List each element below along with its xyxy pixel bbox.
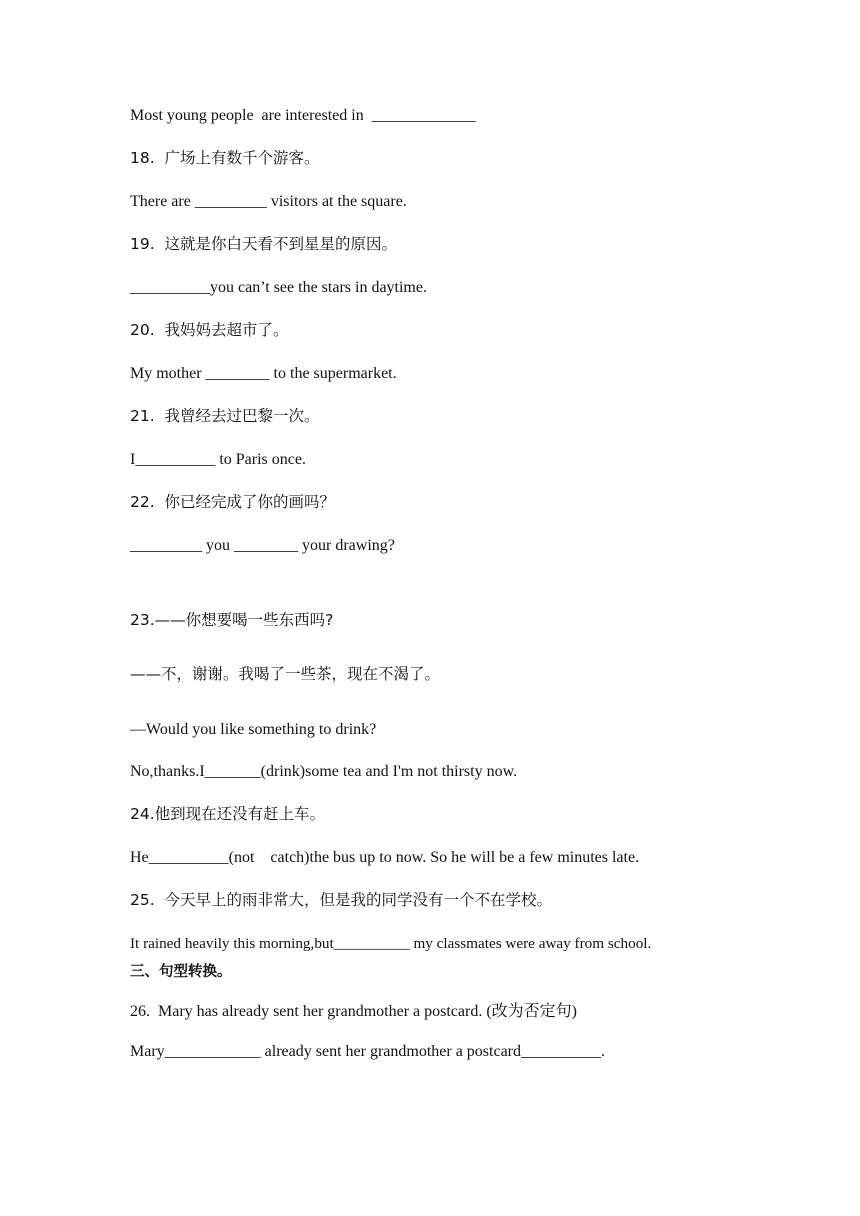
section-heading: 三、句型转换。 (130, 964, 232, 980)
q18-answer-line: There are _________ visitors at the square. (130, 193, 407, 210)
q25-answer-line: It rained heavily this morning,but__________ my classmates were away from school. (130, 935, 652, 952)
q22-prompt: 22. 你已经完成了你的画吗？ (130, 493, 336, 511)
q23-prompt-question: 23.——你想要喝一些东西吗? (130, 611, 334, 629)
q19-answer-line: __________you can’t see the stars in daytime. (130, 279, 427, 296)
q18-prompt: 18. 广场上有数千个游客。 (130, 149, 320, 167)
q25-prompt: 25. 今天早上的雨非常大，但是我的同学没有一个不在学校。 (130, 891, 553, 909)
q20-prompt: 20. 我妈妈去超市了。 (130, 321, 289, 339)
q21-prompt: 21. 我曾经去过巴黎一次。 (130, 407, 320, 425)
q21-answer-line: I__________ to Paris once. (130, 451, 306, 468)
q26-prompt: 26. Mary has already sent her grandmother a postcard. (改为否定句) (130, 1003, 577, 1020)
q24-answer-line: He__________(not catch)the bus up to now. So he will be a few minutes late. (130, 849, 640, 866)
q19-prompt: 19. 这就是你白天看不到星星的原因。 (130, 235, 398, 253)
q17-answer-line: Most young people are interested in _____________ (130, 107, 476, 124)
q22-answer-line: _________ you ________ your drawing? (130, 537, 395, 554)
q23-english-question: —Would you like something to drink? (130, 721, 377, 738)
q26-answer-line: Mary____________ already sent her grandmother a postcard__________. (130, 1043, 605, 1060)
q23-prompt-reply: ——不，谢谢。我喝了一些茶，现在不渴了。 (130, 665, 441, 683)
q20-answer-line: My mother ________ to the supermarket. (130, 365, 397, 382)
q24-prompt: 24.他到现在还没有赶上车。 (130, 805, 326, 823)
q23-answer-line: No,thanks.I_______(drink)some tea and I'm not thirsty now. (130, 763, 518, 780)
